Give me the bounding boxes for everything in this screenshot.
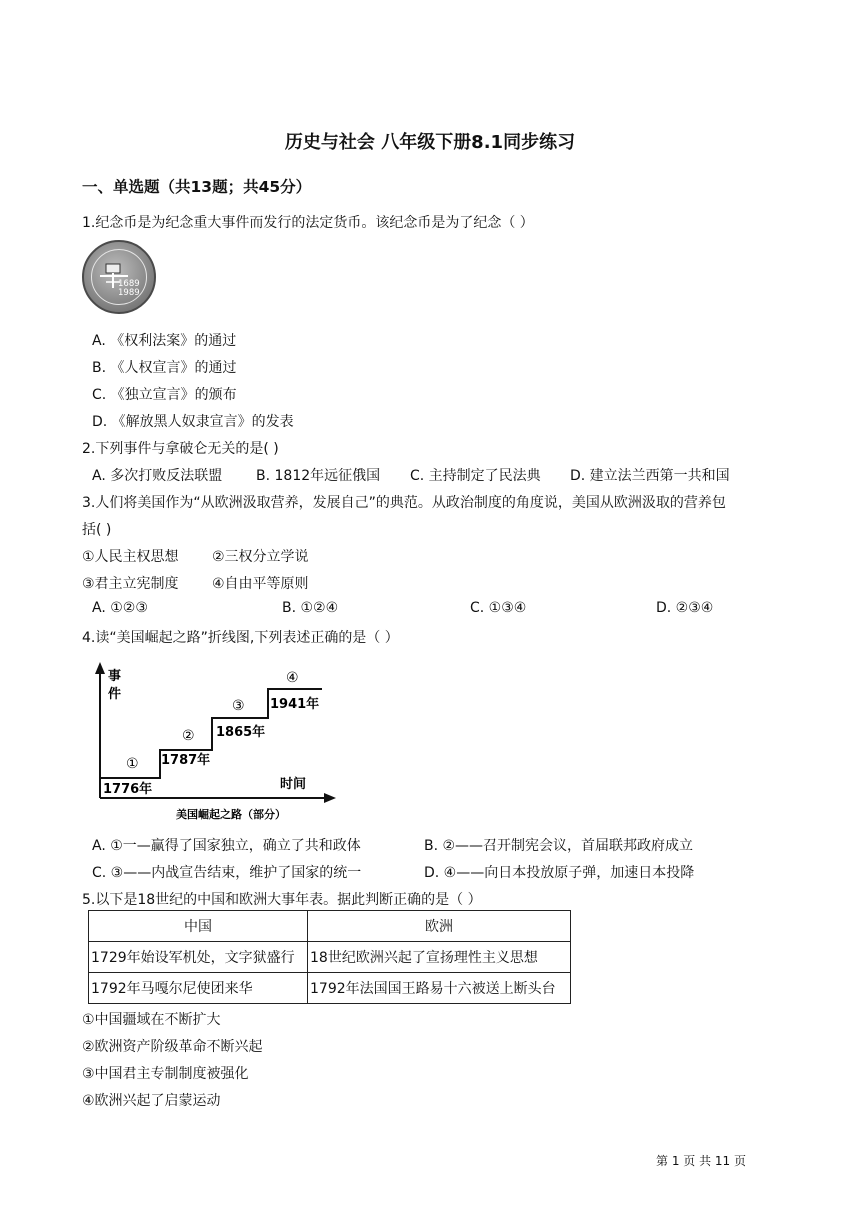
q3-option-c[interactable]: C. ①③④ <box>470 600 527 616</box>
question-4-stem: 4.读“美国崛起之路”折线图,下列表述正确的是（ ） <box>82 630 399 646</box>
q4-option-d[interactable]: D. ④——向日本投放原子弹，加速日本投降 <box>424 865 695 881</box>
table-row <box>89 973 571 1004</box>
chart-xlabel: 时间 <box>280 777 307 792</box>
q3-item-2: ②三权分立学说 <box>212 549 309 565</box>
question-3-stem-line2: 括( ) <box>82 522 112 538</box>
q5-timeline-table <box>88 910 571 1004</box>
q3-option-b[interactable]: B. ①②④ <box>282 600 339 616</box>
q5-item-4: ④欧洲兴起了启蒙运动 <box>82 1093 221 1109</box>
page-title: 历史与社会 八年级下册8.1同步练习 <box>284 132 576 153</box>
q1-option-b[interactable]: B. 《人权宣言》的通过 <box>92 360 237 376</box>
section-heading: 一、单选题（共13题；共45分） <box>82 178 312 196</box>
q2-option-a[interactable]: A. 多次打败反法联盟 <box>92 468 223 484</box>
q2-option-b[interactable]: B. 1812年远征俄国 <box>256 468 381 484</box>
q5-item-1: ①中国疆域在不断扩大 <box>82 1012 221 1028</box>
question-2-stem: 2.下列事件与拿破仑无关的是( ) <box>82 441 279 457</box>
q4-option-c[interactable]: C. ③——内战宣告结束，维护了国家的统一 <box>92 865 362 881</box>
x-axis-arrow-icon <box>324 793 336 803</box>
q5-item-3: ③中国君主专制制度被强化 <box>82 1066 249 1082</box>
coin-year-1: 1689 <box>118 279 140 289</box>
q1-option-d[interactable]: D. 《解放黑人奴隶宣言》的发表 <box>92 414 294 430</box>
page-footer: 第 1 页 共 11 页 <box>656 1154 746 1168</box>
q3-option-a[interactable]: A. ①②③ <box>92 600 148 616</box>
q2-option-d[interactable]: D. 建立法兰西第一共和国 <box>570 468 730 484</box>
step-year-4: 1941年 <box>270 697 320 712</box>
question-1-stem: 1.纪念币是为纪念重大事件而发行的法定货币。该纪念币是为了纪念（ ） <box>82 215 534 231</box>
y-axis-arrow-icon <box>95 662 105 674</box>
step-marker-3: ③ <box>232 698 245 714</box>
question-5-stem: 5.以下是18世纪的中国和欧洲大事年表。据此判断正确的是（ ） <box>82 892 482 908</box>
step-year-2: 1787年 <box>161 753 211 768</box>
table-cell: 1792年法国国王路易十六被送上断头台 <box>308 973 571 1004</box>
chart-caption: 美国崛起之路（部分） <box>176 808 286 821</box>
q3-item-3: ③君主立宪制度 <box>82 576 179 592</box>
q2-option-c[interactable]: C. 主持制定了民法典 <box>410 468 541 484</box>
q1-option-c[interactable]: C. 《独立宣言》的颁布 <box>92 387 237 403</box>
q3-item-4: ④自由平等原则 <box>212 576 309 592</box>
q3-item-1: ①人民主权思想 <box>82 549 179 565</box>
step-year-3: 1865年 <box>216 725 266 740</box>
table-row <box>89 942 571 973</box>
chart-ylabel-2: 件 <box>108 687 122 702</box>
chart-ylabel-1: 事 <box>108 669 122 684</box>
table-cell: 1792年马嘎尔尼使团来华 <box>89 973 308 1004</box>
step-marker-2: ② <box>182 728 195 744</box>
q3-option-d[interactable]: D. ②③④ <box>656 600 714 616</box>
table-header-europe: 欧洲 <box>308 911 571 942</box>
q4-option-b[interactable]: B. ②——召开制宪会议，首届联邦政府成立 <box>424 838 694 854</box>
table-header-row <box>89 911 571 942</box>
commemorative-coin-image <box>82 240 156 314</box>
table-header-china: 中国 <box>89 911 308 942</box>
table-cell: 18世纪欧洲兴起了宣扬理性主义思想 <box>308 942 571 973</box>
coin-year-2: 1989 <box>118 288 140 298</box>
question-3-stem-line1: 3.人们将美国作为“从欧洲汲取营养，发展自己”的典范。从政治制度的角度说，美国从欧洲汲取的营养包 <box>82 495 726 511</box>
us-rise-step-chart <box>90 658 342 828</box>
step-year-1: 1776年 <box>103 782 153 797</box>
step-marker-4: ④ <box>286 670 299 686</box>
q4-option-a[interactable]: A. ①一—赢得了国家独立，确立了共和政体 <box>92 838 361 854</box>
q1-option-a[interactable]: A. 《权利法案》的通过 <box>92 333 237 349</box>
q5-item-2: ②欧洲资产阶级革命不断兴起 <box>82 1039 263 1055</box>
table-cell: 1729年始设军机处，文字狱盛行 <box>89 942 308 973</box>
step-marker-1: ① <box>126 756 139 772</box>
